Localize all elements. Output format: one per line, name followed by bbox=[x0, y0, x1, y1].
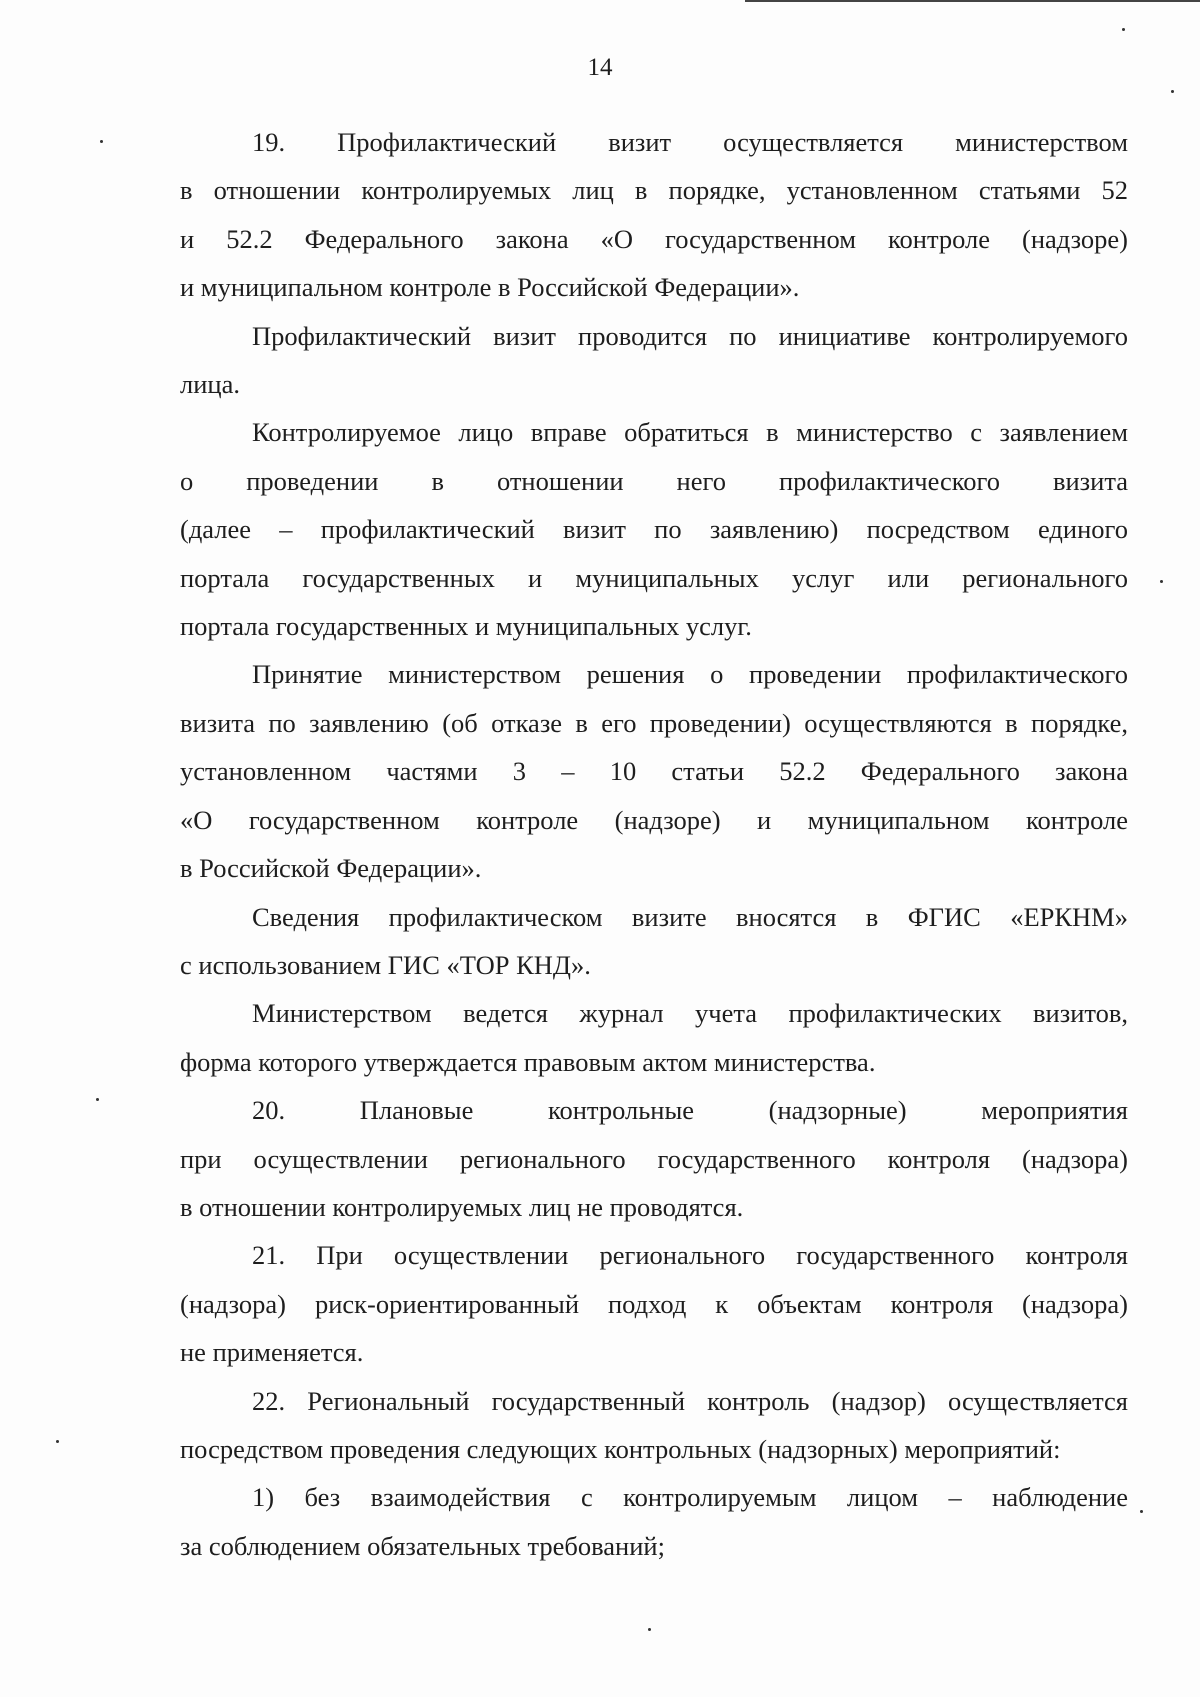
scan-speck bbox=[648, 1628, 651, 1631]
text-line: о проведении в отношении него профилактического визита bbox=[180, 465, 1128, 496]
text-line: Профилактический визит проводится по инициативе контролируемого bbox=[252, 320, 1128, 351]
text-line: форма которого утверждается правовым актом министерства. bbox=[180, 1046, 876, 1077]
text-line: и муниципальном контроле в Российской Федерации». bbox=[180, 272, 800, 303]
text-line: Контролируемое лицо вправе обратиться в министерство с заявлением bbox=[252, 417, 1128, 448]
text-line: и 52.2 Федерального закона «О государственном контроле (надзоре) bbox=[180, 223, 1128, 254]
text-line: лица. bbox=[180, 369, 240, 400]
text-line: за соблюдением обязательных требований; bbox=[180, 1530, 665, 1561]
text-line: портала государственных и муниципальных услуг или регионального bbox=[180, 562, 1128, 593]
paragraph bbox=[180, 1231, 1128, 1376]
page-number: 14 bbox=[587, 54, 613, 81]
scan-speck bbox=[1160, 580, 1163, 583]
text-line: 20. Плановые контрольные (надзорные) мероприятия bbox=[252, 1095, 1128, 1126]
document-body bbox=[180, 118, 1128, 1570]
text-line: Министерством ведется журнал учета профилактических визитов, bbox=[252, 998, 1128, 1029]
scan-speck bbox=[1171, 90, 1174, 93]
text-line: в отношении контролируемых лиц не проводятся. bbox=[180, 1191, 744, 1222]
text-line: визита по заявлению (об отказе в его проведении) осуществляются в порядке, bbox=[180, 707, 1128, 738]
text-line: портала государственных и муниципальных услуг. bbox=[180, 611, 752, 642]
text-line: (далее – профилактический визит по заявлению) посредством единого bbox=[180, 514, 1128, 545]
text-line: 19. Профилактический визит осуществляется министерством bbox=[252, 127, 1128, 157]
text-line: Сведения профилактическом визите вносятся в ФГИС «ЕРКНМ» bbox=[252, 901, 1128, 932]
paragraph bbox=[180, 989, 1128, 1086]
scan-speck bbox=[1122, 28, 1125, 31]
paragraph bbox=[180, 650, 1128, 892]
text-line: с использованием ГИС «ТОР КНД». bbox=[180, 949, 591, 980]
scan-speck bbox=[56, 1440, 59, 1443]
paragraph bbox=[180, 118, 1128, 312]
scan-speck bbox=[1140, 1510, 1143, 1513]
text-line: 22. Региональный государственный контроль (надзор) осуществляется bbox=[252, 1385, 1128, 1416]
paragraph bbox=[180, 1377, 1128, 1474]
text-line: 21. При осуществлении регионального государственного контроля bbox=[252, 1240, 1128, 1271]
paragraph bbox=[180, 1086, 1128, 1231]
text-line: при осуществлении регионального государственного контроля (надзора) bbox=[180, 1143, 1128, 1174]
scan-speck bbox=[100, 140, 103, 143]
text-line: в Российской Федерации». bbox=[180, 853, 482, 884]
text-line: установленном частями 3 – 10 статьи 52.2 Федерального закона bbox=[180, 756, 1128, 787]
paragraph bbox=[180, 408, 1128, 650]
text-line: посредством проведения следующих контрольных (надзорных) мероприятий: bbox=[180, 1433, 1061, 1464]
text-line: 1) без взаимодействия с контролируемым лицом – наблюдение bbox=[252, 1482, 1128, 1513]
paragraph bbox=[180, 1473, 1128, 1570]
paragraph bbox=[180, 312, 1128, 409]
text-line: Принятие министерством решения о проведении профилактического bbox=[252, 659, 1128, 690]
scan-speck bbox=[96, 1098, 99, 1101]
text-line: (надзора) риск-ориентированный подход к объектам контроля (надзора) bbox=[180, 1288, 1128, 1319]
text-line: в отношении контролируемых лиц в порядке, установленном статьями 52 bbox=[180, 175, 1128, 206]
text-line: «О государственном контроле (надзоре) и муниципальном контроле bbox=[180, 804, 1128, 835]
text-line: не применяется. bbox=[180, 1337, 364, 1368]
paragraph bbox=[180, 893, 1128, 990]
top-border-line bbox=[745, 0, 1200, 2]
